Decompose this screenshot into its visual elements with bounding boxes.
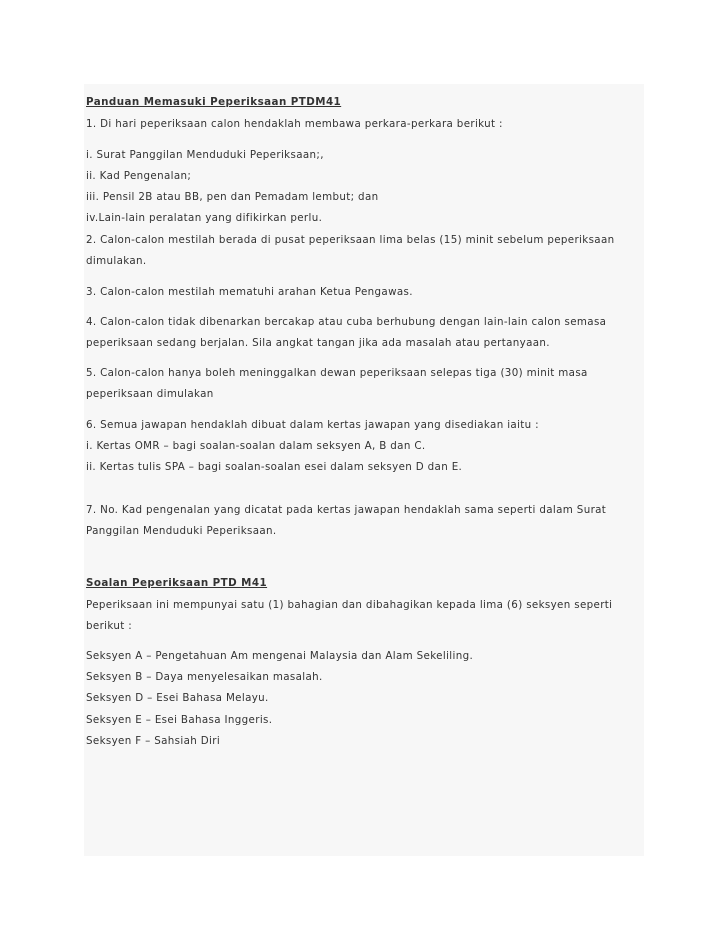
item-7-line-1: 7. No. Kad pengenalan yang dicatat pada kertas jawapan hendaklah sama seperti dalam Surat: [86, 504, 607, 516]
seksyen-a: Seksyen A – Pengetahuan Am mengenai Malaysia dan Alam Sekeliling.: [86, 650, 474, 662]
item-7-line-2: Panggilan Menduduki Peperiksaan.: [86, 525, 277, 537]
section-heading-soalan: Soalan Peperiksaan PTD M41: [86, 577, 268, 589]
sub-item-iv: iv.Lain-lain peralatan yang difikirkan perlu.: [86, 212, 323, 224]
item-4-line-1: 4. Calon-calon tidak dibenarkan bercakap atau cuba berhubung dengan lain-lain calon semasa: [86, 316, 607, 328]
item-5-line-2: peperiksaan dimulakan: [86, 388, 214, 400]
seksyen-f: Seksyen F – Sahsiah Diri: [86, 735, 221, 747]
item-1: 1. Di hari peperiksaan calon hendaklah membawa perkara-perkara berikut :: [86, 118, 503, 130]
item-2-line-1: 2. Calon-calon mestilah berada di pusat peperiksaan lima belas (15) minit sebelum peperiksaan: [86, 234, 615, 246]
item-6-sub-i: i. Kertas OMR – bagi soalan-soalan dalam seksyen A, B dan C.: [86, 440, 426, 452]
seksyen-e: Seksyen E – Esei Bahasa Inggeris.: [86, 714, 273, 726]
item-6: 6. Semua jawapan hendaklah dibuat dalam kertas jawapan yang disediakan iaitu :: [86, 419, 539, 431]
sub-item-ii: ii. Kad Pengenalan;: [86, 170, 192, 182]
item-4-line-2: peperiksaan sedang berjalan. Sila angkat tangan jika ada masalah atau pertanyaan.: [86, 337, 550, 349]
item-6-sub-ii: ii. Kertas tulis SPA – bagi soalan-soalan esei dalam seksyen D dan E.: [86, 461, 463, 473]
item-3: 3. Calon-calon mestilah mematuhi arahan Ketua Pengawas.: [86, 286, 413, 298]
item-2-line-2: dimulakan.: [86, 255, 147, 267]
seksyen-d: Seksyen D – Esei Bahasa Melayu.: [86, 692, 269, 704]
intro-line-1: Peperiksaan ini mempunyai satu (1) bahagian dan dibahagikan kepada lima (6) seksyen seperti: [86, 599, 613, 611]
section-heading-panduan: Panduan Memasuki Peperiksaan PTDM41: [86, 96, 342, 108]
intro-line-2: berikut :: [86, 620, 133, 632]
sub-item-iii: iii. Pensil 2B atau BB, pen dan Pemadam lembut; dan: [86, 191, 379, 203]
seksyen-b: Seksyen B – Daya menyelesaikan masalah.: [86, 671, 323, 683]
sub-item-i: i. Surat Panggilan Menduduki Peperiksaan;,: [86, 149, 324, 161]
item-5-line-1: 5. Calon-calon hanya boleh meninggalkan dewan peperiksaan selepas tiga (30) minit masa: [86, 367, 588, 379]
